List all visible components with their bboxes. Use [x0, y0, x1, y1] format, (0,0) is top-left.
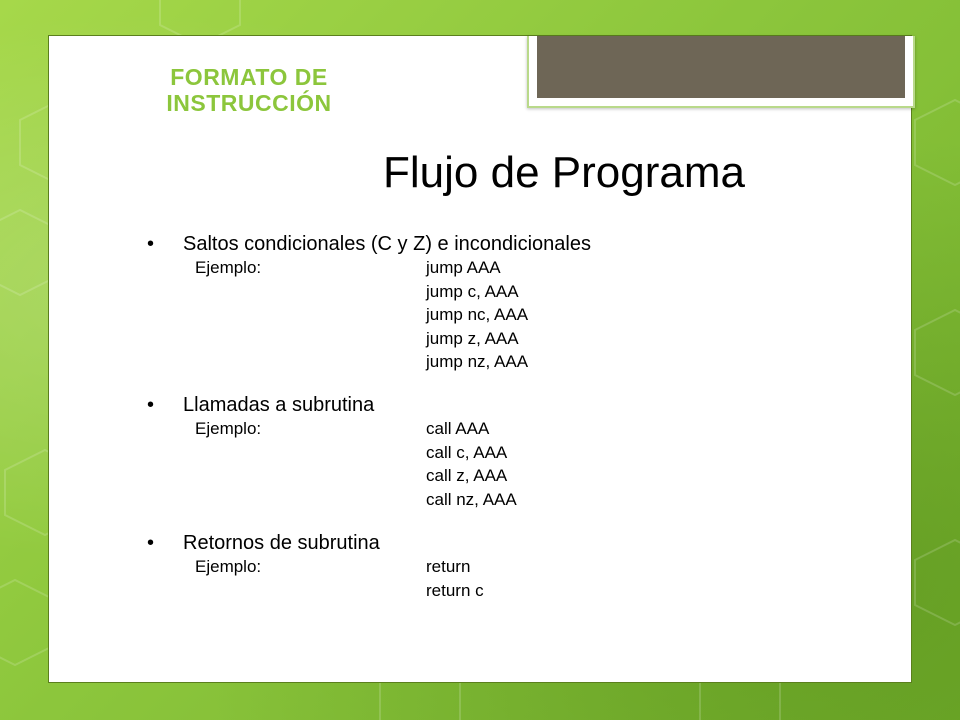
example-code: jump z, AAA	[426, 328, 519, 348]
bullet-item	[147, 232, 867, 256]
bullet-label: Llamadas a subrutina	[183, 394, 375, 416]
section-retornos	[147, 531, 867, 602]
example-row	[147, 303, 867, 327]
example-row	[147, 488, 867, 512]
example-label: Ejemplo:	[195, 258, 262, 277]
slide-content	[49, 36, 911, 682]
example-code: jump AAA	[426, 258, 501, 277]
example-code: return	[426, 557, 471, 576]
section-saltos	[147, 232, 867, 374]
section-llamadas	[147, 393, 867, 511]
example-code: call nz, AAA	[426, 489, 517, 509]
bullet-icon: •	[147, 532, 155, 554]
example-code: jump c, AAA	[426, 281, 519, 301]
bullet-icon: •	[147, 233, 155, 255]
bullet-item	[147, 393, 867, 417]
example-row	[147, 350, 867, 374]
example-code: call AAA	[426, 419, 490, 438]
section-title: FORMATO DE INSTRUCCIÓN	[166, 64, 332, 116]
example-code: call c, AAA	[426, 442, 508, 462]
example-row	[147, 555, 867, 579]
bullet-item	[147, 531, 867, 555]
slide-panel	[48, 35, 912, 683]
example-label: Ejemplo:	[195, 419, 262, 438]
example-code: return c	[426, 580, 484, 600]
example-row	[147, 417, 867, 441]
example-code: jump nc, AAA	[426, 305, 529, 324]
example-code: jump nz, AAA	[426, 352, 529, 371]
example-row	[147, 256, 867, 280]
example-row	[147, 327, 867, 351]
example-row	[147, 441, 867, 465]
example-label: Ejemplo:	[195, 557, 262, 576]
bullet-icon: •	[147, 394, 155, 416]
example-code: call z, AAA	[426, 466, 508, 485]
example-row	[147, 280, 867, 304]
slide-heading: Flujo de Programa	[383, 148, 745, 197]
example-row	[147, 464, 867, 488]
example-row	[147, 579, 867, 603]
bullet-label: Retornos de subrutina	[183, 532, 380, 554]
bullet-label: Saltos condicionales (C y Z) e incondicionales	[183, 233, 591, 255]
